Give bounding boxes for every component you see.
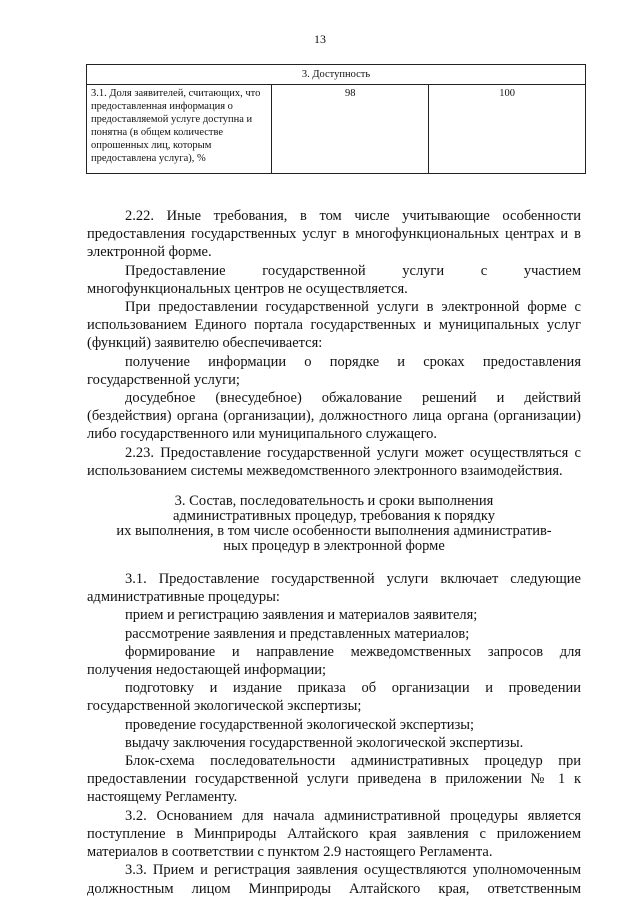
table-section-row [87,65,586,85]
paragraph: 3.3. Прием и регистрация заявления осуществляются уполномоченным должностным лицом Минприроды Алтайского края, ответственным [87,862,581,897]
document-body [87,207,581,898]
paragraph: Предоставление государственной услуги с участием многофункциональных центров не осуществляется. [87,262,581,297]
table-cell-indicator: 3.1. Доля заявителей, считающих, что предоставленная информация о предоставляемой услуге доступна и понятна (в общем количестве опрошенных лиц, которым предоставлена услуга), % [87,85,272,174]
paragraph: 2.23. Предоставление государственной услуги может осуществляться с использованием системы межведомственного электронного взаимодействия. [87,444,581,479]
section-heading-line: их выполнения, в том числе особенности выполнения административ- [116,523,552,540]
paragraph: 3.2. Основанием для начала административной процедуры является поступление в Минприроды Алтайского края заявления с приложением материалов в соответствии с пунктом 2.9 настоящего Регламента. [87,807,581,861]
paragraph: получение информации о порядке и сроках предоставления государственной услуги; [87,353,581,388]
paragraph: При предоставлении государственной услуги в электронной форме с использованием Единого портала государственных и муниципальных услуг (функций) заявителю обеспечивается: [87,299,581,352]
list-item: формирование и направление межведомственных запросов для получения недостающей информации; [87,643,581,679]
section-heading [87,494,581,554]
paragraph: 2.22. Иные требования, в том числе учитывающие особенности предоставления государственных услуг в многофункциональных центрах и в электронной форме. [87,208,581,261]
table-section-title: 3. Доступность [87,65,586,85]
section-heading-line: административных процедур, требования к порядку [172,508,496,525]
paragraph: Блок-схема последовательности административных процедур при предоставлении государственной услуги приведена в приложении № 1 к настоящему Регламенту. [87,753,581,806]
list-item: прием и регистрацию заявления и материалов заявителя; [125,607,478,624]
table-cell-value-2: 100 [429,85,586,174]
section-heading-line: ных процедур в электронной форме [223,538,445,555]
list-item: рассмотрение заявления и представленных материалов; [125,625,470,642]
paragraph: досудебное (внесудебное) обжалование решений и действий (бездействия) органа (организации), должностного лица органа (организации) либо государственного или муниципального служащего. [87,390,581,443]
table-cell-value-1: 98 [272,85,429,174]
section-heading-line: 3. Состав, последовательность и сроки выполнения [174,493,494,510]
list-item: проведение государственной экологической экспертизы; [125,716,475,733]
list-item: выдачу заключения государственной экологической экспертизы. [125,734,524,751]
page-number: 13 [314,32,326,46]
paragraph: 3.1. Предоставление государственной услуги включает следующие административные процедуры: [87,571,581,606]
accessibility-table [86,64,586,174]
table-row [87,85,586,174]
list-item: подготовку и издание приказа об организации и проведении государственной экологической экспертизы; [87,680,581,715]
